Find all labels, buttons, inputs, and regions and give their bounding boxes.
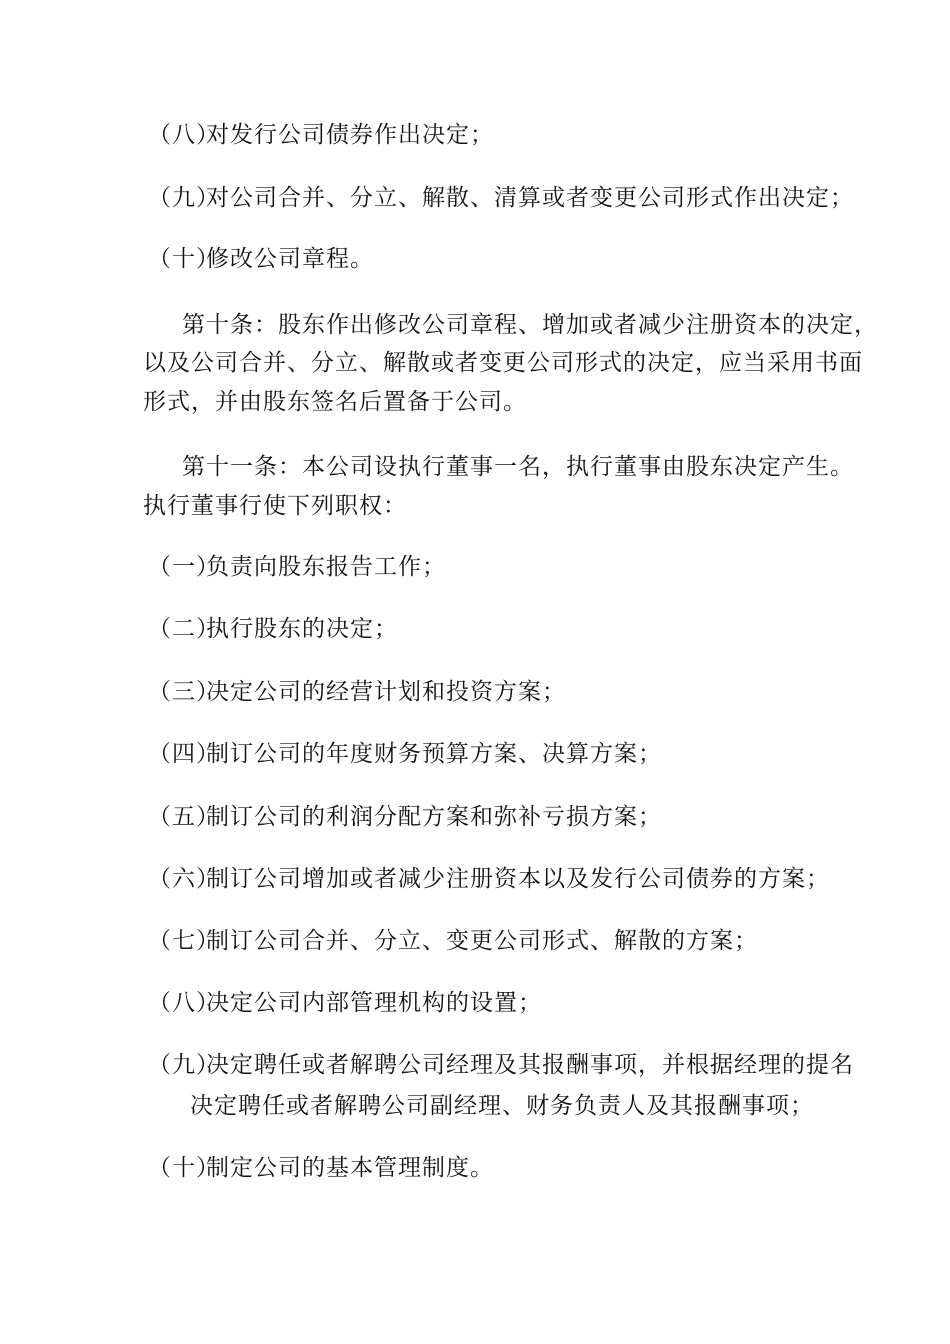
item-text: 对发行公司债券作出决定；	[206, 122, 494, 148]
item-text: 决定公司的经营计划和投资方案；	[206, 679, 566, 705]
item-text: 执行股东的决定；	[206, 616, 398, 642]
item-number: （三）	[148, 679, 220, 705]
item-number: （四）	[148, 741, 220, 767]
item-text: 制订公司合并、分立、变更公司形式、解散的方案；	[206, 928, 758, 954]
item-number: （八）	[148, 122, 220, 148]
item-text: 决定公司内部管理机构的设置；	[206, 990, 542, 1016]
item-number: （二）	[148, 616, 220, 642]
article-10-line: 形式，并由股东签名后置备于公司。	[143, 389, 527, 415]
article-10-line: 第十条：股东作出修改公司章程、增加或者减少注册资本的决定，	[182, 312, 878, 338]
list-item	[148, 552, 446, 582]
list-item	[148, 614, 398, 644]
list-item	[148, 1153, 494, 1183]
item-text: 对公司合并、分立、解散、清算或者变更公司形式作出决定；	[206, 185, 854, 211]
item-number: （十）	[148, 246, 220, 272]
list-item	[148, 677, 566, 707]
item-text: 决定聘任或者解聘公司经理及其报酬事项，并根据经理的提名	[206, 1052, 854, 1078]
list-item	[148, 864, 830, 894]
item-number: （七）	[148, 928, 220, 954]
item-number: （一）	[148, 554, 220, 580]
list-item	[148, 183, 854, 213]
item-text: 制订公司增加或者减少注册资本以及发行公司债券的方案；	[206, 866, 830, 892]
item-number: （八）	[148, 990, 220, 1016]
item-number: （九）	[148, 185, 220, 211]
item-text: 制定公司的基本管理制度。	[206, 1155, 494, 1181]
item-text: 制订公司的利润分配方案和弥补亏损方案；	[206, 804, 662, 830]
item-number: （五）	[148, 804, 220, 830]
article-10-line: 以及公司合并、分立、解散或者变更公司形式的决定，应当采用书面	[143, 350, 863, 376]
article-11-line: 执行董事行使下列职权：	[143, 493, 407, 519]
list-item	[148, 739, 662, 769]
item-number: （九）	[148, 1052, 220, 1078]
list-item	[148, 244, 374, 274]
article-11-line: 第十一条：本公司设执行董事一名，执行董事由股东决定产生。	[182, 454, 854, 480]
item-text: 负责向股东报告工作；	[206, 554, 446, 580]
item-number: （六）	[148, 866, 220, 892]
list-item	[148, 926, 758, 956]
list-item-continuation: 决定聘任或者解聘公司副经理、财务负责人及其报酬事项；	[190, 1093, 814, 1119]
list-item	[148, 802, 662, 832]
list-item	[148, 120, 494, 150]
list-item	[148, 988, 542, 1018]
item-text: 修改公司章程。	[206, 246, 374, 272]
list-item	[148, 1050, 854, 1080]
item-text: 制订公司的年度财务预算方案、决算方案；	[206, 741, 662, 767]
item-number: （十）	[148, 1155, 220, 1181]
